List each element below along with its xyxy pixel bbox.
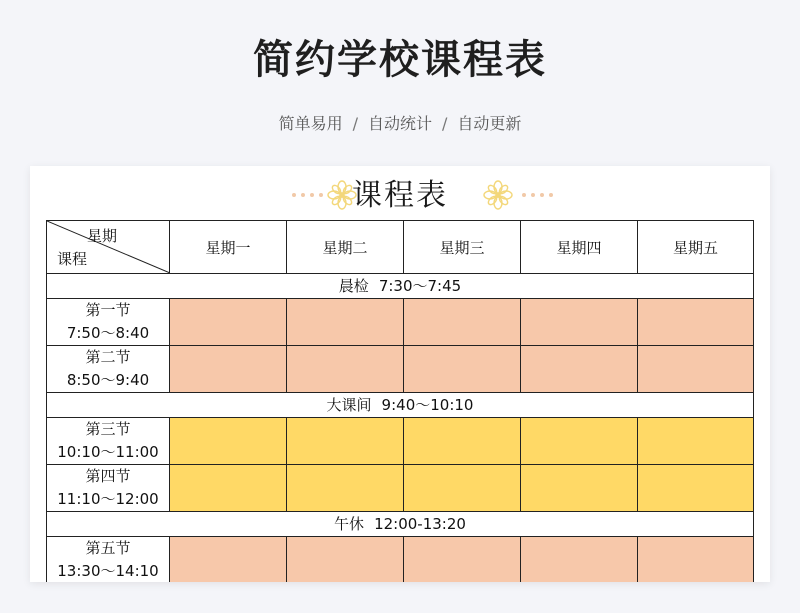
break-time: 12:00-13:20 bbox=[374, 515, 466, 533]
schedule-table bbox=[46, 220, 754, 582]
subtitle-separator: / bbox=[352, 114, 358, 133]
period-name: 第四节 bbox=[85, 467, 131, 485]
course-cell[interactable] bbox=[287, 418, 404, 465]
period-name: 第一节 bbox=[85, 301, 131, 319]
course-cell[interactable] bbox=[638, 537, 754, 583]
period-row-2 bbox=[47, 346, 754, 393]
period-row-3 bbox=[47, 418, 754, 465]
day-header-thu[interactable]: 星期四 bbox=[521, 221, 638, 274]
course-cell[interactable] bbox=[287, 299, 404, 346]
period-label-cell[interactable] bbox=[47, 418, 170, 465]
course-cell[interactable] bbox=[287, 346, 404, 393]
break-name: 晨检 bbox=[338, 277, 369, 295]
course-cell[interactable] bbox=[170, 537, 287, 583]
break-row-lunch bbox=[47, 512, 754, 537]
course-cell[interactable] bbox=[521, 465, 638, 512]
course-cell[interactable] bbox=[170, 346, 287, 393]
corner-cell bbox=[47, 221, 170, 274]
break-row-morning-check bbox=[47, 274, 754, 299]
break-cell[interactable] bbox=[47, 274, 754, 299]
period-row-4 bbox=[47, 465, 754, 512]
period-name: 第三节 bbox=[85, 420, 131, 438]
period-time: 7:50～8:40 bbox=[66, 324, 150, 342]
day-header-fri[interactable]: 星期五 bbox=[638, 221, 754, 274]
course-cell[interactable] bbox=[287, 537, 404, 583]
period-time: 10:10～11:00 bbox=[57, 443, 159, 461]
period-time: 13:30～14:10 bbox=[57, 562, 159, 580]
course-cell[interactable] bbox=[521, 537, 638, 583]
break-name: 大课间 bbox=[326, 396, 372, 414]
break-name: 午休 bbox=[334, 515, 365, 533]
course-cell[interactable] bbox=[638, 465, 754, 512]
period-name: 第五节 bbox=[85, 539, 131, 557]
break-time: 9:40～10:10 bbox=[381, 396, 474, 414]
period-row-5 bbox=[47, 537, 754, 583]
course-cell[interactable] bbox=[404, 346, 521, 393]
course-cell[interactable] bbox=[521, 346, 638, 393]
schedule-sheet bbox=[30, 166, 770, 582]
course-cell[interactable] bbox=[170, 418, 287, 465]
break-row-recess bbox=[47, 393, 754, 418]
course-cell[interactable] bbox=[638, 346, 754, 393]
period-label-cell[interactable] bbox=[47, 346, 170, 393]
page-subtitle bbox=[0, 112, 800, 136]
sheet-title: 课程表 bbox=[352, 178, 448, 213]
break-time: 7:30～7:45 bbox=[378, 277, 462, 295]
day-header-wed[interactable]: 星期三 bbox=[404, 221, 521, 274]
course-cell[interactable] bbox=[170, 465, 287, 512]
subtitle-item-auto-update: 自动更新 bbox=[457, 114, 522, 133]
course-cell[interactable] bbox=[170, 299, 287, 346]
course-cell[interactable] bbox=[287, 465, 404, 512]
sheet-header bbox=[30, 166, 770, 220]
course-cell[interactable] bbox=[404, 418, 521, 465]
flower-icon bbox=[482, 179, 514, 211]
course-cell[interactable] bbox=[521, 418, 638, 465]
day-header-tue[interactable]: 星期二 bbox=[287, 221, 404, 274]
corner-label-weekday: 星期 bbox=[86, 227, 117, 245]
header-row bbox=[47, 221, 754, 274]
page-title: 简约学校课程表 bbox=[253, 37, 547, 83]
period-time: 8:50～9:40 bbox=[66, 371, 150, 389]
subtitle-separator: / bbox=[442, 114, 448, 133]
period-time: 11:10～12:00 bbox=[57, 490, 159, 508]
course-cell[interactable] bbox=[404, 299, 521, 346]
period-row-1 bbox=[47, 299, 754, 346]
course-cell[interactable] bbox=[638, 418, 754, 465]
day-header-mon[interactable]: 星期一 bbox=[170, 221, 287, 274]
course-cell[interactable] bbox=[404, 537, 521, 583]
course-cell[interactable] bbox=[638, 299, 754, 346]
break-cell[interactable] bbox=[47, 393, 754, 418]
subtitle-item-auto-stats: 自动统计 bbox=[367, 114, 432, 133]
course-cell[interactable] bbox=[404, 465, 521, 512]
period-label-cell[interactable] bbox=[47, 465, 170, 512]
period-label-cell[interactable] bbox=[47, 537, 170, 583]
break-cell[interactable] bbox=[47, 512, 754, 537]
course-cell[interactable] bbox=[521, 299, 638, 346]
subtitle-item-easy: 简单易用 bbox=[278, 114, 343, 133]
corner-label-course: 课程 bbox=[57, 250, 88, 268]
period-name: 第二节 bbox=[85, 348, 131, 366]
period-label-cell[interactable] bbox=[47, 299, 170, 346]
decor-dots-right bbox=[522, 193, 553, 197]
